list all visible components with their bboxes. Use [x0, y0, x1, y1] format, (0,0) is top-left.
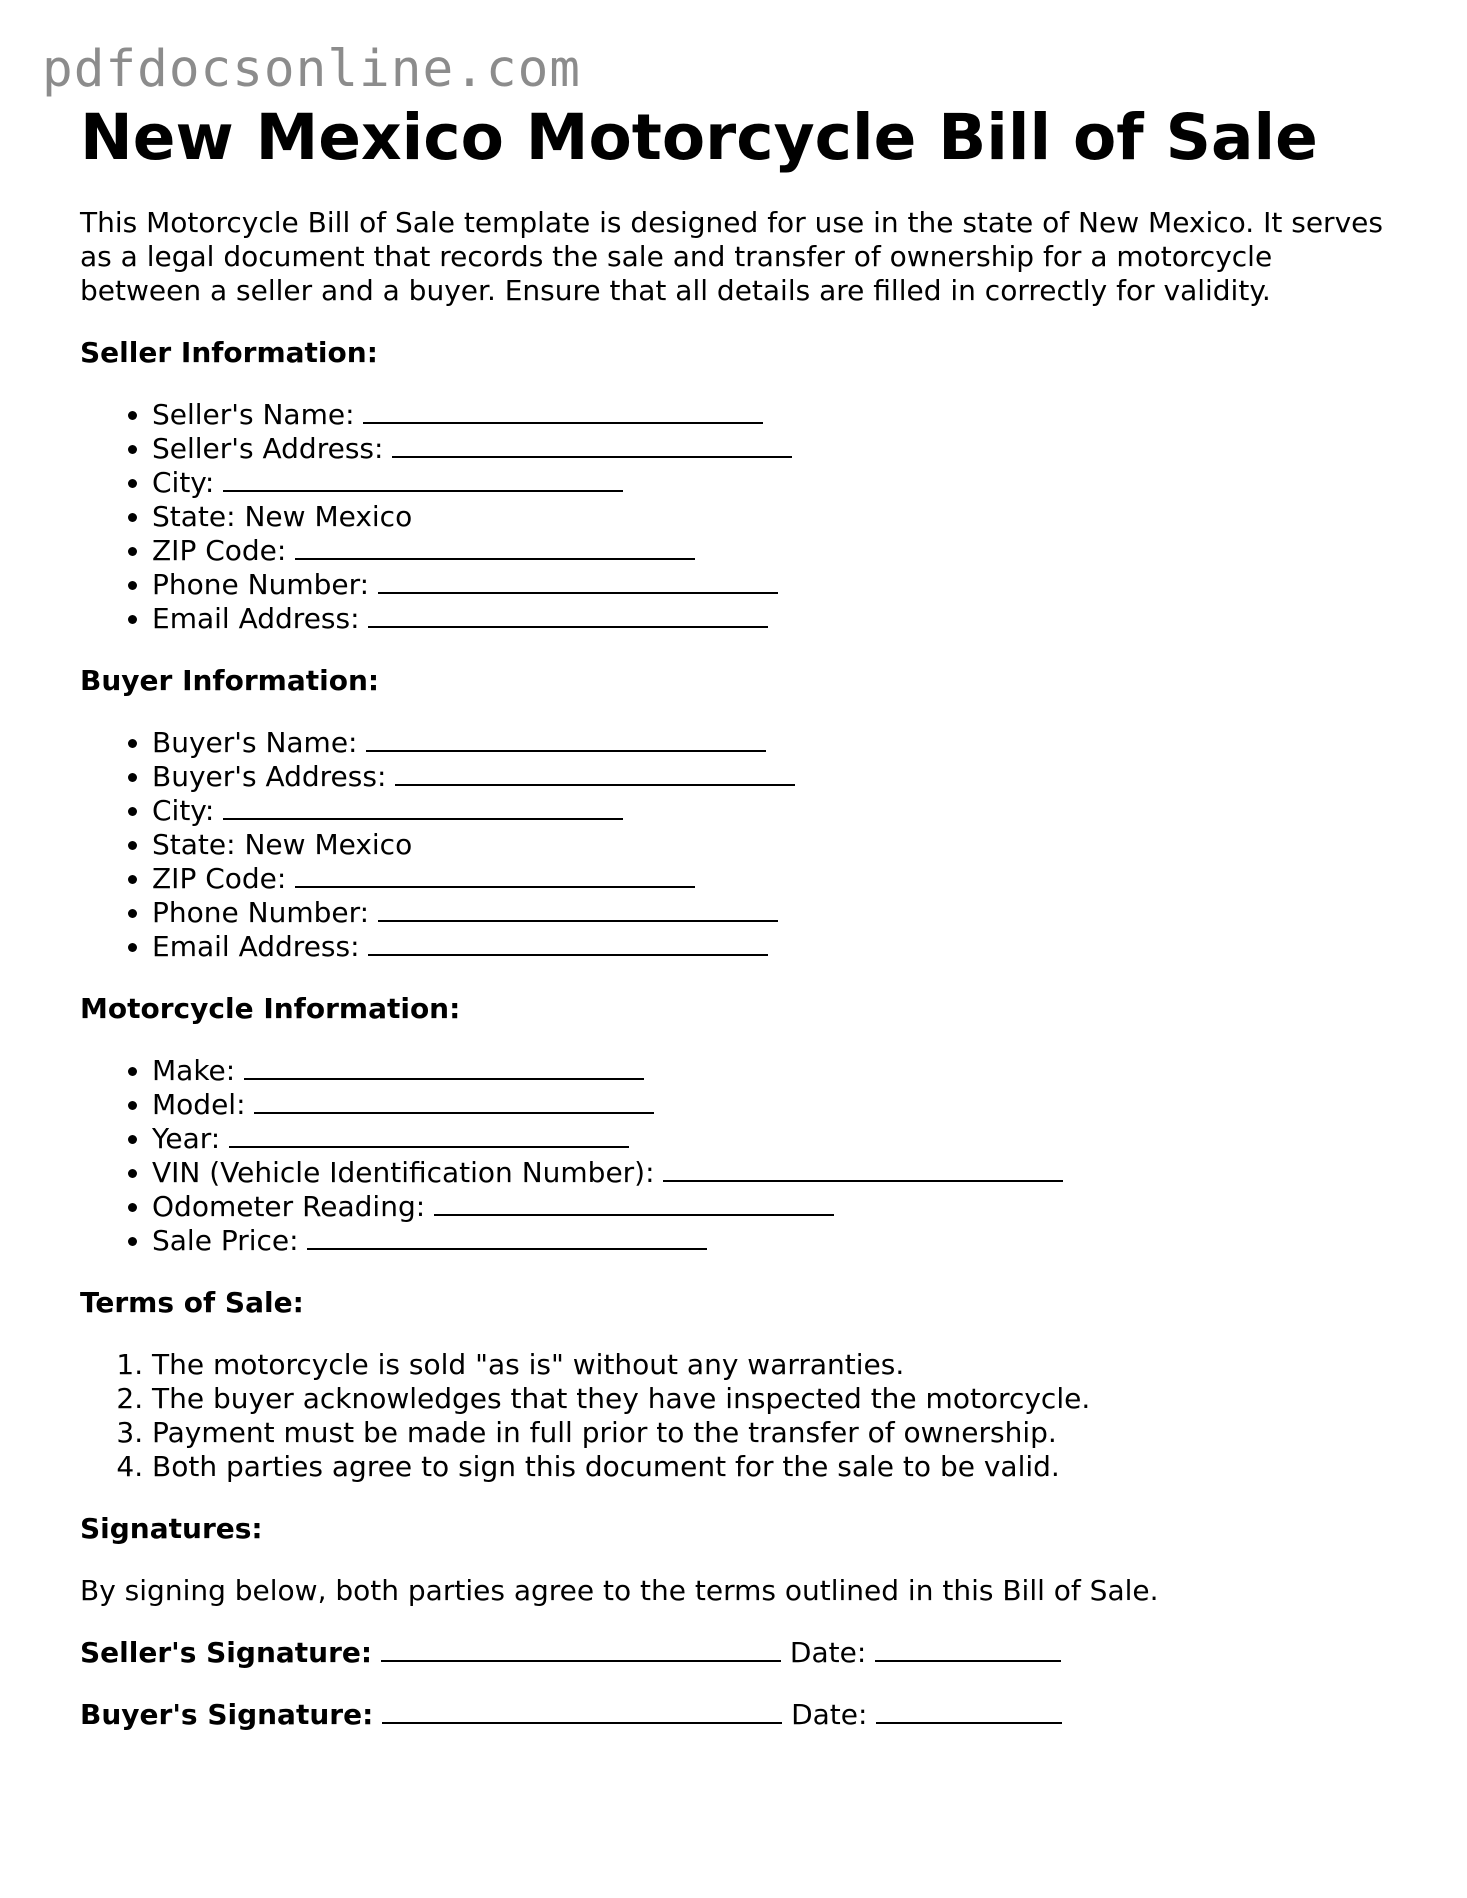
list-item: • Phone Number:	[152, 896, 1400, 930]
buyer-signature-label: Buyer's Signature:	[80, 1698, 374, 1731]
buyer-address-field[interactable]	[395, 760, 795, 786]
model-field[interactable]	[254, 1088, 654, 1114]
list-item: • Email Address:	[152, 930, 1400, 964]
signatures-text: By signing below, both parties agree to the terms outlined in this Bill of Sale.	[80, 1574, 1159, 1607]
seller-phone-field[interactable]	[378, 568, 778, 594]
seller-zip-field[interactable]	[295, 534, 695, 560]
seller-name-field[interactable]	[363, 398, 763, 424]
seller-date-label: Date:	[789, 1636, 867, 1669]
vin-field[interactable]	[663, 1156, 1063, 1182]
list-item: • City:	[152, 794, 1400, 828]
list-item: • Buyer's Address:	[152, 760, 1400, 794]
terms-heading: Terms of Sale:	[80, 1286, 304, 1319]
list-item: 4. Both parties agree to sign this document for the sale to be valid.	[152, 1450, 1400, 1484]
buyer-name-field[interactable]	[366, 726, 766, 752]
motorcycle-list	[80, 1054, 1400, 1258]
signatures-heading: Signatures:	[80, 1512, 263, 1545]
list-item: • Odometer Reading:	[152, 1190, 1400, 1224]
list-item: • Email Address:	[152, 602, 1400, 636]
buyer-signature-row	[80, 1698, 1400, 1732]
list-item: • ZIP Code:	[152, 862, 1400, 896]
list-item: • Sale Price:	[152, 1224, 1400, 1258]
list-item: • Buyer's Name:	[152, 726, 1400, 760]
list-item: • City:	[152, 466, 1400, 500]
buyer-date-label: Date:	[791, 1698, 868, 1731]
list-item: • Seller's Name:	[152, 398, 1400, 432]
list-item: • State: New Mexico	[152, 828, 1400, 862]
seller-signature-label: Seller's Signature:	[80, 1636, 373, 1669]
seller-email-field[interactable]	[368, 602, 768, 628]
buyer-email-field[interactable]	[368, 930, 768, 956]
list-item: • Seller's Address:	[152, 432, 1400, 466]
watermark: pdfdocsonline.com	[42, 40, 581, 99]
list-item: 1. The motorcycle is sold "as is" without any warranties.	[152, 1348, 1400, 1382]
list-item: • Make:	[152, 1054, 1400, 1088]
buyer-date-field[interactable]	[876, 1698, 1062, 1724]
list-item: • Model:	[152, 1088, 1400, 1122]
list-item: • State: New Mexico	[152, 500, 1400, 534]
seller-city-field[interactable]	[223, 466, 623, 492]
odometer-field[interactable]	[434, 1190, 834, 1216]
page-title: New Mexico Motorcycle Bill of Sale	[80, 101, 1318, 174]
list-item: 3. Payment must be made in full prior to the transfer of ownership.	[152, 1416, 1400, 1450]
seller-state-value: New Mexico	[244, 500, 413, 533]
seller-date-field[interactable]	[875, 1636, 1061, 1662]
list-item: • Phone Number:	[152, 568, 1400, 602]
terms-list	[80, 1348, 1400, 1484]
buyer-list	[80, 726, 1400, 964]
buyer-zip-field[interactable]	[295, 862, 695, 888]
make-field[interactable]	[244, 1054, 644, 1080]
document-body	[80, 100, 1400, 1732]
seller-signature-field[interactable]	[381, 1636, 781, 1662]
buyer-city-field[interactable]	[223, 794, 623, 820]
list-item: 2. The buyer acknowledges that they have inspected the motorcycle.	[152, 1382, 1400, 1416]
list-item: • VIN (Vehicle Identification Number):	[152, 1156, 1400, 1190]
buyer-heading: Buyer Information:	[80, 664, 380, 697]
list-item: • ZIP Code:	[152, 534, 1400, 568]
seller-list	[80, 398, 1400, 636]
list-item: • Year:	[152, 1122, 1400, 1156]
sale-price-field[interactable]	[307, 1224, 707, 1250]
year-field[interactable]	[229, 1122, 629, 1148]
buyer-state-value: New Mexico	[244, 828, 413, 861]
buyer-phone-field[interactable]	[378, 896, 778, 922]
intro-paragraph: This Motorcycle Bill of Sale template is designed for use in the state of New Mexico. It serves as a legal document that records the sale and transfer of ownership for a motorcycle between a seller and a buyer. Ensure that all details are filled in correctly for validity.	[80, 206, 1383, 307]
seller-signature-row	[80, 1636, 1400, 1670]
seller-address-field[interactable]	[392, 432, 792, 458]
motorcycle-heading: Motorcycle Information:	[80, 992, 461, 1025]
buyer-signature-field[interactable]	[382, 1698, 782, 1724]
seller-heading: Seller Information:	[80, 336, 378, 369]
